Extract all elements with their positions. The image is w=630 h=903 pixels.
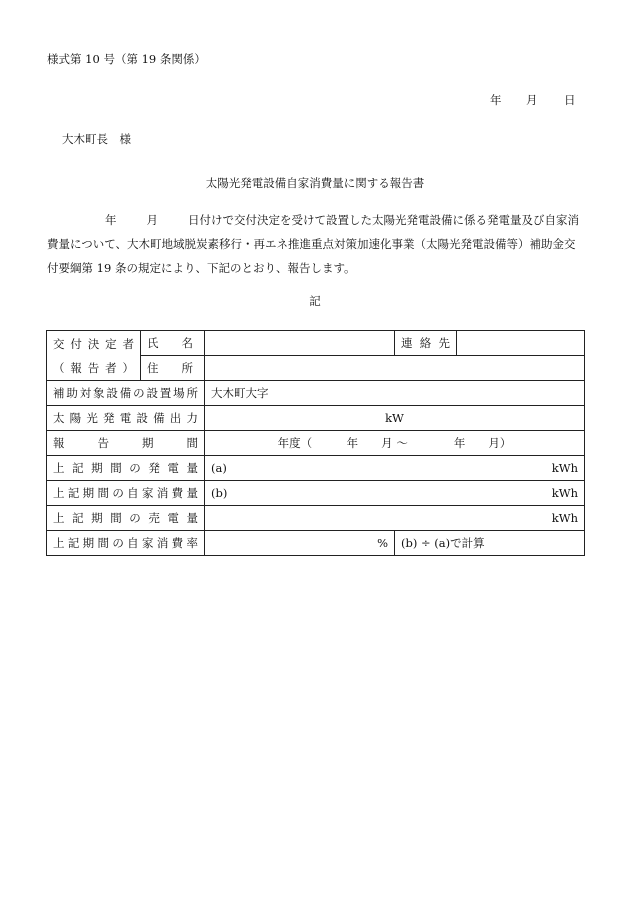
solar-output-label: 太陽光発電設備出力 <box>47 406 205 431</box>
sold-value[interactable] <box>205 506 585 531</box>
date-month: 月 <box>526 93 538 107</box>
install-place-label: 補助対象設備の設置場所 <box>47 381 205 406</box>
body-year: 年 <box>105 213 117 227</box>
self-rate-formula: (b) ÷ (a)で計算 <box>395 531 585 556</box>
grantee-label-2: （報告者） <box>53 360 134 375</box>
date-line <box>490 92 576 108</box>
grantee-label-cell <box>47 331 141 381</box>
self-consumption-marker: (b) <box>211 486 228 500</box>
self-rate-row <box>47 531 585 556</box>
form-number: 様式第 10 号（第 19 条関係） <box>47 52 206 66</box>
contact-value[interactable] <box>457 331 585 356</box>
report-period-row <box>47 431 585 456</box>
solar-output-row <box>47 406 585 431</box>
install-place-value[interactable]: 大木町大字 <box>205 381 585 406</box>
generation-value[interactable] <box>205 456 585 481</box>
self-consumption-value[interactable] <box>205 481 585 506</box>
generation-unit: kWh <box>551 461 578 475</box>
solar-output-unit[interactable]: kW <box>205 406 585 431</box>
name-row <box>47 331 585 356</box>
address-value[interactable] <box>205 356 585 381</box>
generation-marker: (a) <box>211 461 227 475</box>
generation-label: 上記期間の発電量 <box>47 456 205 481</box>
install-place-row <box>47 381 585 406</box>
name-label: 氏 名 <box>141 331 205 356</box>
date-year: 年 <box>490 93 502 107</box>
addressee: 大木町長 様 <box>62 132 131 146</box>
generation-row <box>47 456 585 481</box>
document-title: 太陽光発電設備自家消費量に関する報告書 <box>205 176 425 190</box>
date-day: 日 <box>564 93 576 107</box>
ki-heading: 記 <box>309 294 321 308</box>
address-label: 住 所 <box>141 356 205 381</box>
self-rate-label: 上記期間の自家消費率 <box>47 531 205 556</box>
self-rate-unit: % <box>377 536 388 550</box>
grantee-label-1: 交付決定者 <box>53 336 134 351</box>
sold-label: 上記期間の売電量 <box>47 506 205 531</box>
self-consumption-unit: kWh <box>551 486 578 500</box>
report-period-value[interactable]: 年度（ 年 月 ～ 年 月） <box>205 431 585 456</box>
self-consumption-row <box>47 481 585 506</box>
report-table <box>46 330 585 556</box>
name-value[interactable] <box>205 331 395 356</box>
sold-unit: kWh <box>551 511 578 525</box>
report-period-label: 報告期間 <box>47 431 205 456</box>
contact-label: 連絡先 <box>395 331 457 356</box>
self-consumption-label: 上記期間の自家消費量 <box>47 481 205 506</box>
self-rate-value[interactable] <box>205 531 395 556</box>
body-paragraph <box>47 208 587 280</box>
sold-row <box>47 506 585 531</box>
body-month: 月 <box>146 213 158 227</box>
body-text: 日付けで交付決定を受けて設置した太陽光発電設備に係る発電量及び自家消費量について、大木町地域脱炭素移行・再エネ推進重点対策加速化事業（太陽光発電設備等）補助金交付要綱第 19 条の規定により、下記のとおり、報告します。 <box>47 213 579 275</box>
